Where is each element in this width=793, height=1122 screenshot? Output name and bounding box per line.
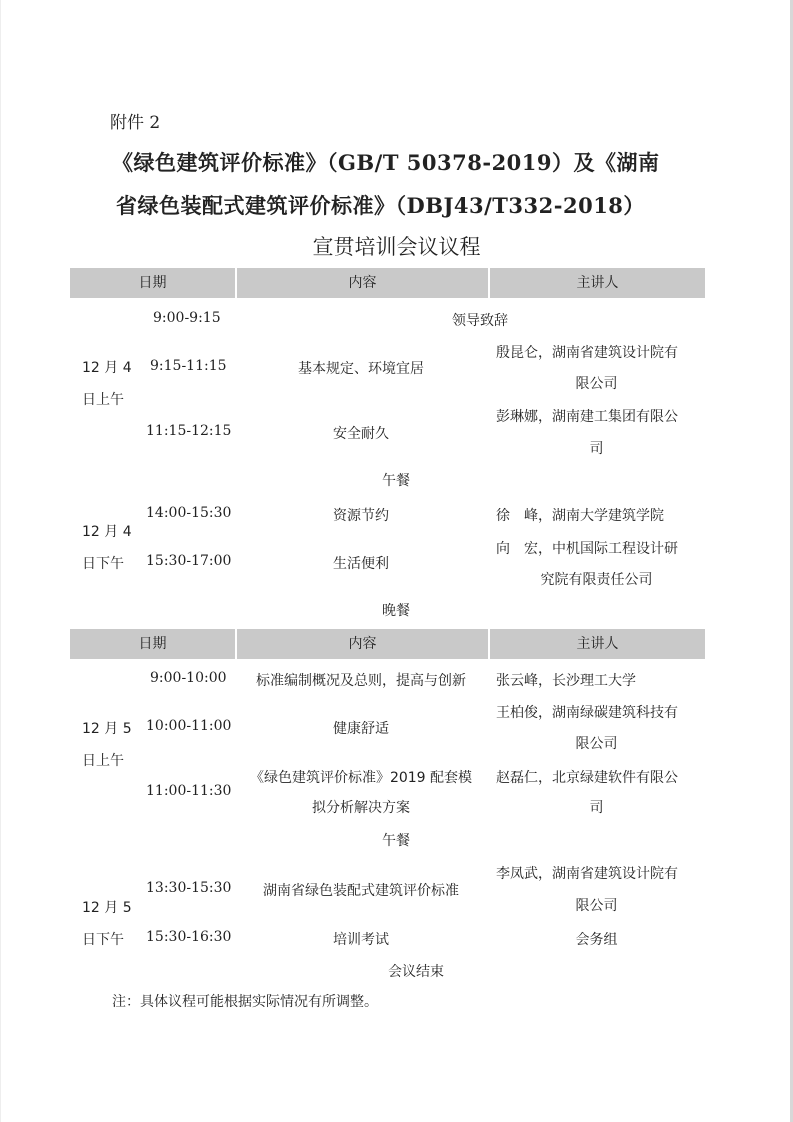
session1-speaker-3-line2: 司 — [589, 441, 604, 457]
session4-speaker-1-line2: 限公司 — [575, 898, 618, 914]
header-content: 内容 — [348, 636, 377, 652]
session1-break: 午餐 — [382, 473, 410, 489]
header-speaker: 主讲人 — [576, 275, 619, 291]
session2-speaker-1: 徐 峰，湖南大学建筑学院 — [496, 508, 664, 524]
session2-date-line2: 日下午 — [82, 556, 124, 572]
session2-date-line1: 12 月 4 — [82, 524, 132, 540]
session1-content-3: 安全耐久 — [333, 426, 389, 442]
header-speaker: 主讲人 — [576, 636, 619, 652]
session1-speaker-2-line2: 限公司 — [575, 376, 618, 392]
session2-time-2: 15:30-17:00 — [146, 553, 232, 569]
session4-time-2: 15:30-16:30 — [146, 929, 232, 945]
session3-speaker-3-line2: 司 — [589, 800, 604, 816]
table-header-2 — [70, 629, 705, 659]
session3-time-2: 10:00-11:00 — [146, 718, 232, 734]
session4-end: 会议结束 — [388, 964, 444, 980]
header-date: 日期 — [138, 275, 167, 291]
session3-content-3-line2: 拟分析解决方案 — [312, 800, 410, 816]
footnote: 注：具体议程可能根据实际情况有所调整。 — [112, 994, 378, 1010]
session2-speaker-2-line1: 向 宏，中机国际工程设计研 — [496, 541, 678, 557]
session4-date-line2: 日下午 — [82, 932, 124, 948]
session2-speaker-2-line2: 究院有限责任公司 — [540, 572, 653, 588]
title-line-2: 省绿色装配式建筑评价标准》（DBJ43/T332-2018） — [116, 193, 645, 218]
session1-date-line2: 日上午 — [82, 392, 124, 408]
session3-date-line2: 日上午 — [82, 753, 124, 769]
session1-content-2: 基本规定、环境宜居 — [298, 361, 424, 377]
session3-speaker-2-line2: 限公司 — [575, 736, 618, 752]
session2-content-1: 资源节约 — [333, 508, 389, 524]
session1-time-1: 9:00-9:15 — [153, 310, 221, 326]
session3-content-1: 标准编制概况及总则，提高与创新 — [256, 673, 466, 689]
session3-content-3-line1: 《绿色建筑评价标准》2019 配套模 — [249, 770, 473, 786]
session3-content-2: 健康舒适 — [333, 721, 389, 737]
scan-edge-left — [0, 0, 1, 1122]
session2-break: 晚餐 — [382, 603, 410, 619]
session3-speaker-2-line1: 王柏俊，湖南绿碳建筑科技有 — [496, 705, 678, 721]
title-line-3: 宣贯培训会议议程 — [312, 235, 481, 259]
header-date: 日期 — [138, 636, 167, 652]
session2-content-2: 生活便利 — [333, 556, 389, 572]
session4-content-2: 培训考试 — [333, 932, 389, 948]
session1-time-2: 9:15-11:15 — [150, 358, 227, 374]
session1-date-line1: 12 月 4 — [82, 360, 132, 376]
session4-time-1: 13:30-15:30 — [146, 880, 232, 896]
session1-time-3: 11:15-12:15 — [146, 423, 232, 439]
session1-content-1: 领导致辞 — [452, 313, 508, 329]
session4-speaker-1-line1: 李凤武，湖南省建筑设计院有 — [496, 866, 678, 882]
session4-date-line1: 12 月 5 — [82, 900, 132, 916]
session3-date-line1: 12 月 5 — [82, 721, 132, 737]
session1-speaker-3-line1: 彭琳娜，湖南建工集团有限公 — [496, 409, 678, 425]
session3-speaker-1: 张云峰，长沙理工大学 — [496, 673, 636, 689]
session3-time-3: 11:00-11:30 — [146, 783, 232, 799]
session2-time-1: 14:00-15:30 — [146, 505, 232, 521]
session4-content-1: 湖南省绿色装配式建筑评价标准 — [263, 883, 459, 899]
session4-speaker-2: 会务组 — [575, 932, 618, 948]
attachment-label: 附件 2 — [110, 113, 161, 133]
session3-break: 午餐 — [382, 833, 410, 849]
title-line-1: 《绿色建筑评价标准》（GB/T 50378-2019）及《湖南 — [112, 150, 660, 175]
table-header-1 — [70, 268, 705, 298]
session3-speaker-3-line1: 赵磊仁，北京绿建软件有限公 — [496, 770, 678, 786]
header-content: 内容 — [348, 275, 377, 291]
session3-time-1: 9:00-10:00 — [150, 670, 227, 686]
session1-speaker-2-line1: 殷昆仑，湖南省建筑设计院有 — [496, 345, 678, 361]
